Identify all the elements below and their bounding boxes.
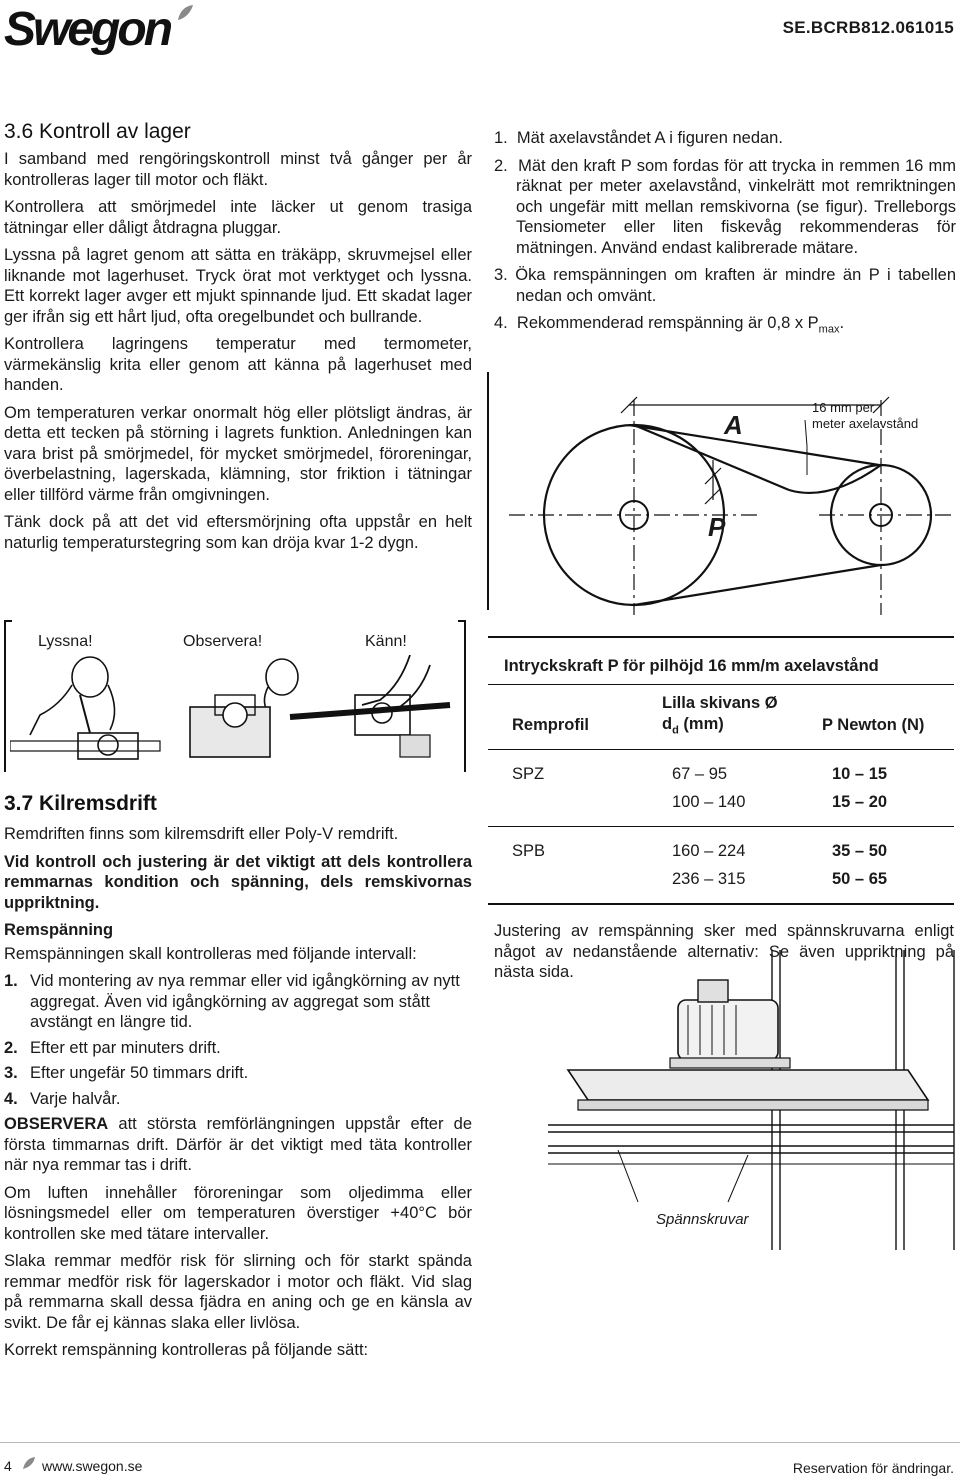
footer-url[interactable]: www.swegon.se bbox=[42, 1458, 143, 1474]
page-number: 4 bbox=[4, 1458, 12, 1474]
label-feel: Känn! bbox=[365, 633, 407, 650]
logo-leaf-icon bbox=[176, 4, 194, 22]
document-code: SE.BCRB812.061015 bbox=[782, 18, 954, 37]
list-item: 2. Efter ett par minuters drift. bbox=[4, 1038, 221, 1057]
paragraph-observe: OBSERVERA att största remförlängningen uppstår efter de första timmarnas drift. Därför är det viktigt med täta kontroller när nya remmar tas i drift. bbox=[4, 1115, 472, 1174]
label-p: P bbox=[708, 512, 726, 542]
col-header-diameter: Lilla skivans Ø $d_d$ (mm) bbox=[662, 694, 778, 737]
col-header-profile: Remprofil bbox=[512, 716, 590, 734]
label-a: A bbox=[724, 410, 743, 440]
section-v-belt-drive bbox=[4, 792, 472, 1368]
belt-note: 16 mm per meter axelavstånd bbox=[812, 400, 919, 431]
swegon-logo: Swegon bbox=[4, 3, 171, 56]
paragraph: I samband med rengöringskontroll minst två gånger per år kontrolleras lager till motor och fläkt. bbox=[4, 150, 472, 189]
paragraph: Slaka remmar medför risk för slirning och för starkt spända remmar medför risk för lagerskador i motor och fläkt. Vid slag på remmarna skall dessa fjädra en aning och ge en känsla av svikt. De får ej kännas slaka eller livlösa. bbox=[4, 1252, 472, 1332]
adjust-paragraph: Justering av remspänning sker med spännskruvarna enligt något av nedanstående alternativ: Se även uppriktning på nästa sida. bbox=[494, 922, 954, 982]
paragraph-bold: Vid kontroll och justering är det viktigt att dels kontrollera remmarnas kondition och spänning, dels remskivornas uppriktning. bbox=[4, 852, 472, 912]
list-item: 3. Efter ungefär 50 timmars drift. bbox=[4, 1064, 249, 1082]
paragraph: Om luften innehåller föroreningar som oljedimma eller lösningsmedel eller om temperaturen överstiger +40°C bör kontrollen ske med tätare intervaller. bbox=[4, 1183, 472, 1243]
bearing-frame-left bbox=[4, 620, 6, 772]
paragraph: Korrekt remspänning kontrolleras på följande sätt: bbox=[4, 1341, 369, 1359]
leaf-icon bbox=[22, 1456, 36, 1470]
table-header bbox=[488, 685, 954, 750]
label-listen: Lyssna! bbox=[38, 633, 93, 650]
table-title: Intryckskraft P för pilhöjd 16 mm/m axelavstånd bbox=[488, 636, 954, 685]
section-title-3-7: 3.7 Kilremsdrift bbox=[4, 792, 157, 815]
list-item: 4. Varje halvår. bbox=[4, 1089, 121, 1108]
section-title-3-6: 3.6 Kontroll av lager bbox=[4, 120, 191, 143]
paragraph: Remdriften finns som kilremsdrift eller Poly-V remdrift. bbox=[4, 825, 399, 843]
bearing-inspection-illustration bbox=[10, 655, 460, 767]
footer-divider bbox=[0, 1442, 960, 1443]
bearing-frame-right bbox=[464, 620, 466, 772]
force-table bbox=[488, 636, 954, 990]
interval-list bbox=[4, 971, 472, 1109]
belt-measure-steps bbox=[494, 128, 956, 347]
measure-step: 1. Mät axelavståndet A i figuren nedan. bbox=[494, 129, 783, 147]
measure-step: 3. Öka remspänningen om kraften är mindre än P i tabellen nedan och omvänt. bbox=[494, 266, 956, 305]
label-observe: Observera! bbox=[183, 633, 263, 650]
paragraph: Lyssna på lagret genom att sätta en träkäpp, skruvmejsel eller liknande mot lagerhuset. Tryck örat mot verktyget och lyssna. Ett korrekt lager avger ett mjukt spinnande ljud. Ett skadat lager ger ifrån sig ett hårt ljud, ofta oregelbundet och bullrande. bbox=[4, 246, 472, 326]
measure-step-4: 4. Rekommenderad remspänning är 0,8 x $P_{max}$. bbox=[494, 314, 845, 336]
paragraph: Tänk dock på att det vid eftersmörjning ofta uppstår en helt naturlig temperaturstegring som kan dröja kvar 1-2 dygn. bbox=[4, 513, 472, 552]
table-row: SPB 160 – 224 35 – 50 236 – 315 50 – 65 bbox=[488, 827, 954, 905]
motor-tensioner-illustration bbox=[488, 950, 958, 1250]
paragraph: Kontrollera lagringens temperatur med termometer, värmekänslig krita eller genom att känna på lagerhuset med handen. bbox=[4, 335, 472, 394]
paragraph: Remspänningen skall kontrolleras med följande intervall: bbox=[4, 944, 417, 963]
label-tension-screws: Spännskruvar bbox=[656, 1211, 749, 1228]
paragraph: Kontrollera att smörjmedel inte läcker ut genom trasiga tätningar eller dåligt åtdragna pluggar. bbox=[4, 198, 472, 237]
col-header-force: P Newton (N) bbox=[822, 716, 925, 734]
subsection-title: Remspänning bbox=[4, 921, 114, 939]
list-item: 1. Vid montering av nya remmar eller vid igångkörning av nytt aggregat. Även vid igångkörning av aggregat som stått avstängt en längre tid. bbox=[4, 972, 460, 1031]
footer-reservation: Reservation för ändringar. bbox=[792, 1460, 954, 1476]
table-row: SPZ 67 – 95 10 – 15 100 – 140 15 – 20 bbox=[488, 750, 954, 827]
measure-step: 2. Mät den kraft P som fordas för att trycka in remmen 16 mm räknat per meter axelavstånd, vinkelrätt mot remriktningen och ungefär mitt mellan remskivorna (se figur). Trelleborgs Tensiometer eller liten fiskevåg rekommenderas för mätningen. Använd endast kalibrerade mätare. bbox=[494, 156, 956, 257]
section-bearing-check bbox=[4, 120, 472, 560]
paragraph: Om temperaturen verkar onormalt hög eller plötsligt ändras, är detta ett tecken på störning i lagrets funktion. Anledningen kan vara brist på smörjmedel, för mycket smörjmedel, föroreningar, överbelastning, lagerskada, klämning, stor friktion i tätningar eller tillförd värme från omgivningen. bbox=[4, 403, 472, 504]
